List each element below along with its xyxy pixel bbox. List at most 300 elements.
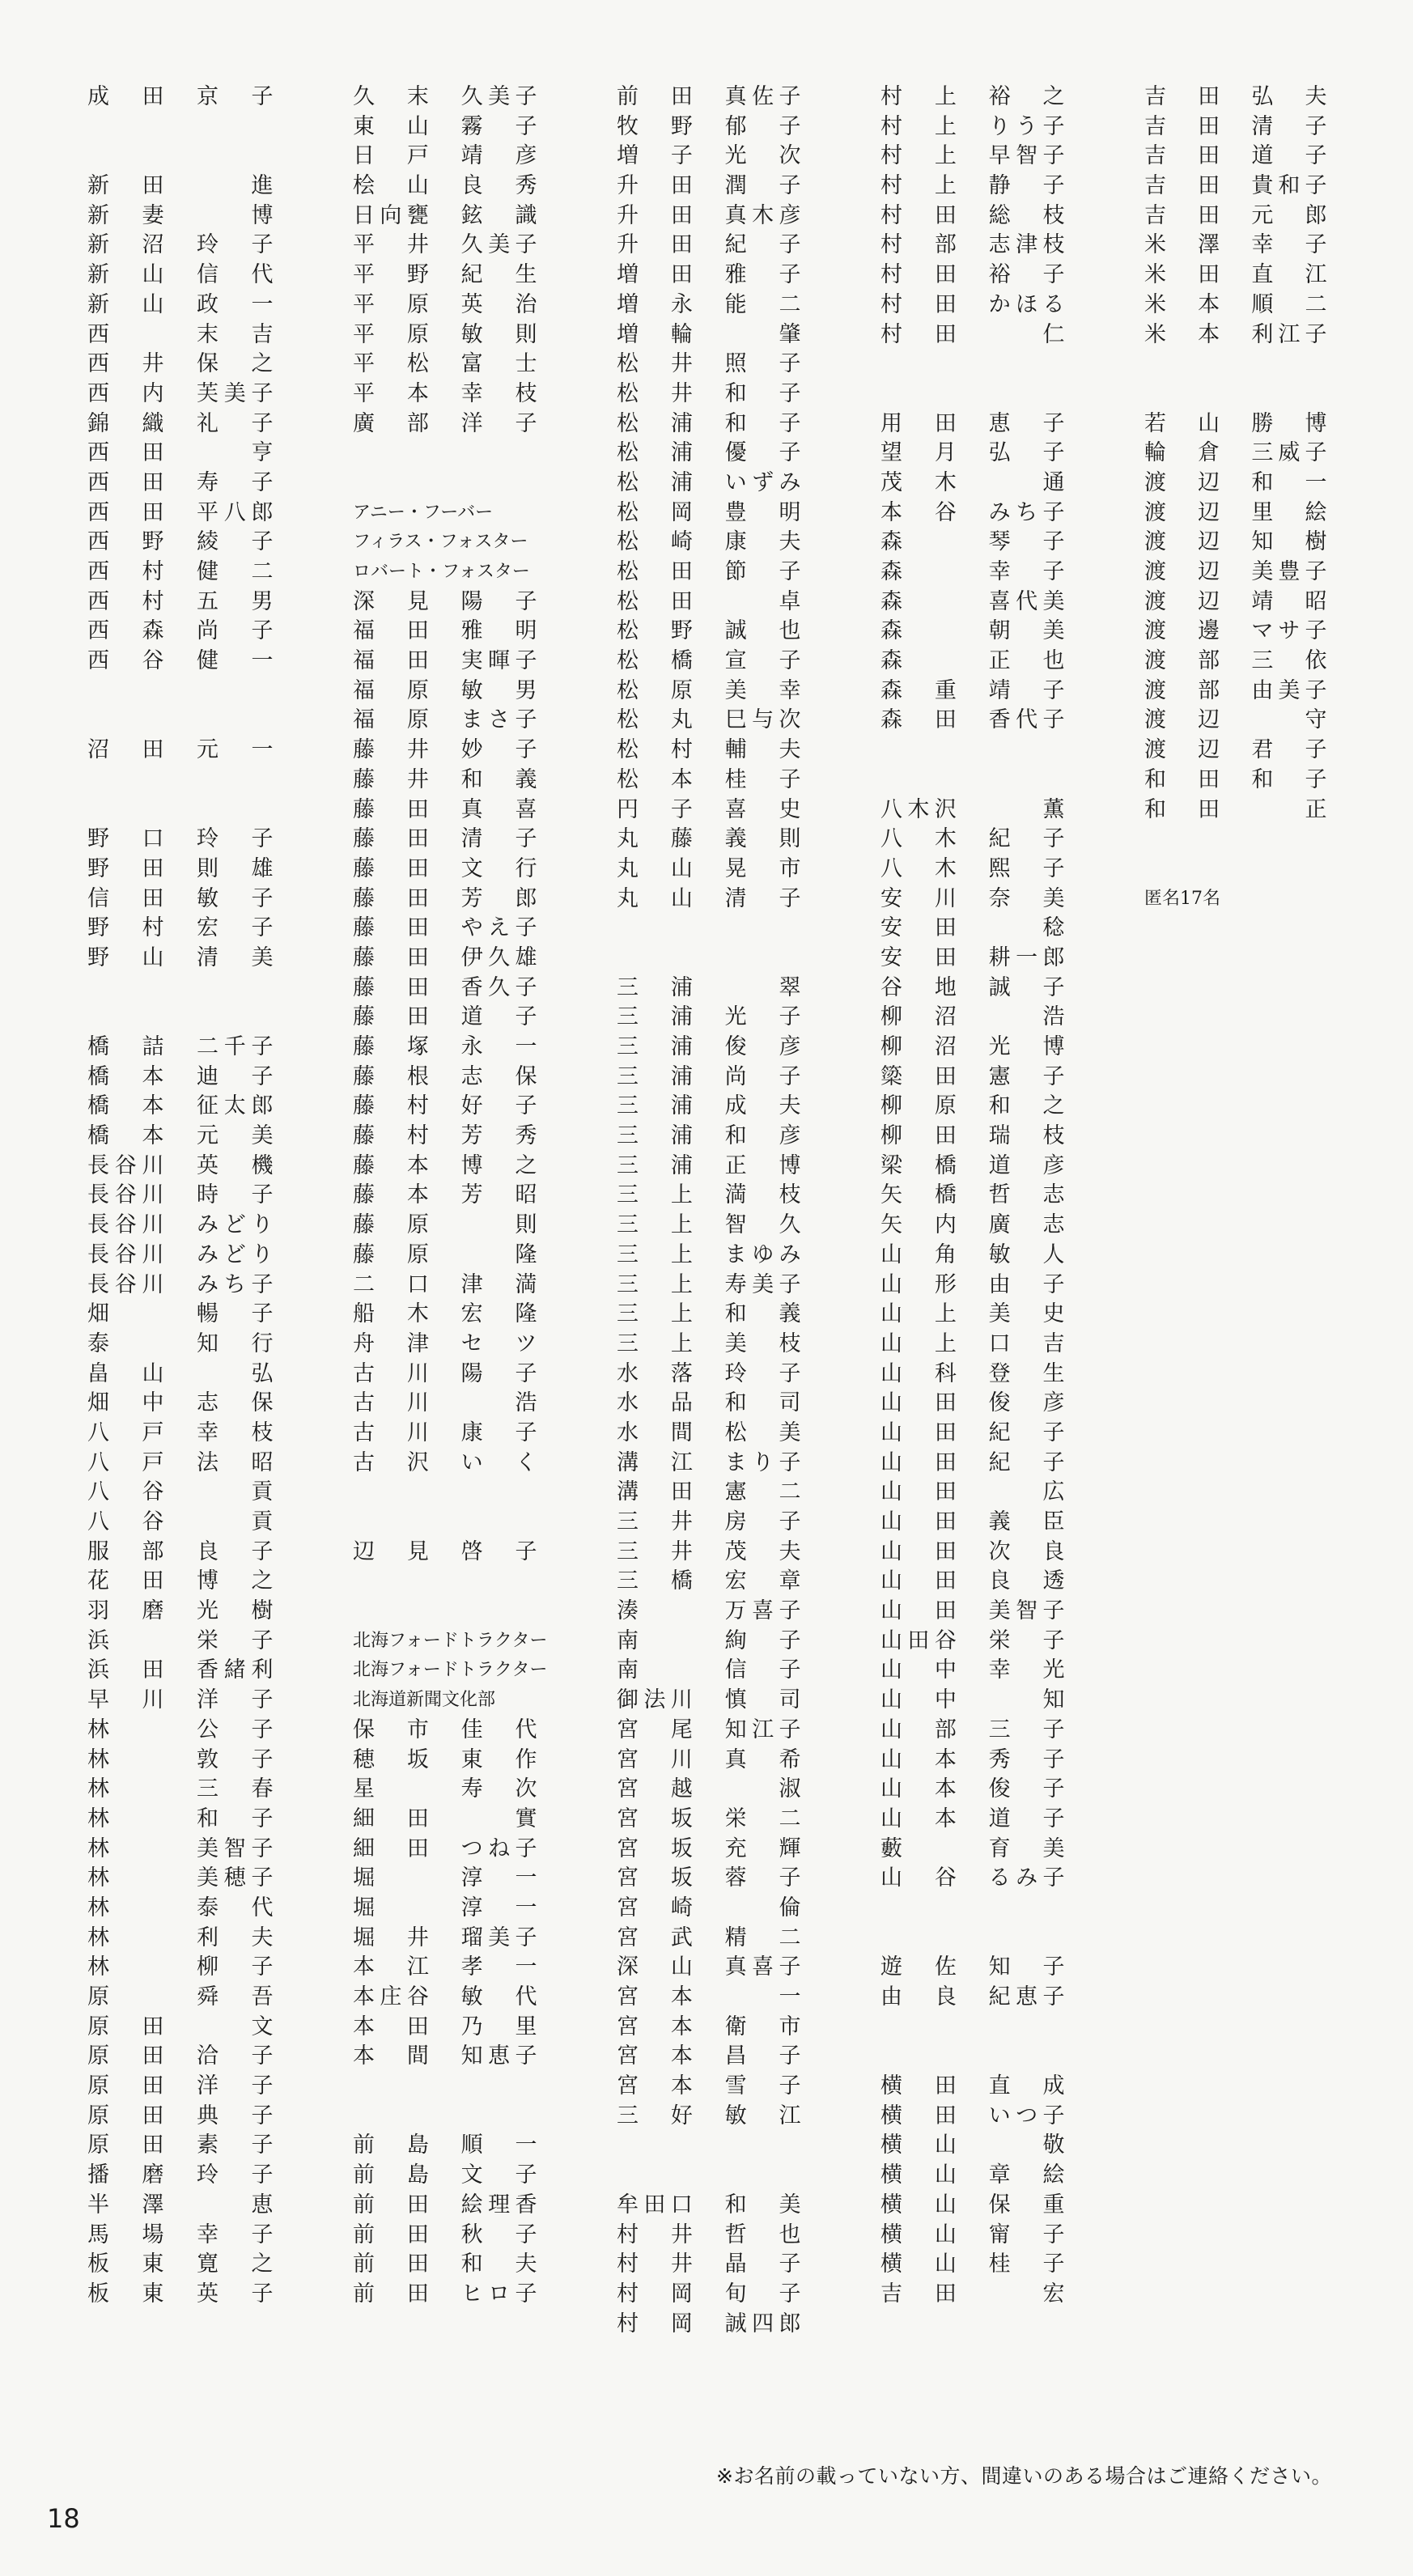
- name-entry: 船 木 宏 隆: [353, 1301, 537, 1327]
- column-spacer: [880, 2013, 1065, 2043]
- name-entry: 米 本 利江子: [1144, 321, 1327, 347]
- name-entry: 藤 田 香久子: [353, 974, 537, 1000]
- name-entry: 村 上 静 子: [880, 173, 1065, 199]
- name-entry: 宮 坂 充 輝: [617, 1835, 801, 1861]
- column-spacer: [87, 796, 274, 825]
- name-entry: 宮 本 昌 子: [617, 2043, 801, 2069]
- name-column-3: [617, 83, 801, 2339]
- name-entry: 升 田 紀 子: [617, 232, 801, 258]
- name-entry: 三 上 美 枝: [617, 1330, 801, 1356]
- name-entry: 山 田 紀 子: [880, 1420, 1065, 1445]
- name-entry: 村 井 晶 子: [617, 2251, 801, 2277]
- name-entry: 山 田 俊 彦: [880, 1390, 1065, 1416]
- name-entry: 吉 田 弘 夫: [1144, 84, 1327, 109]
- name-entry: 林 和 子: [87, 1806, 274, 1831]
- name-entry: 宮 本 衛 市: [617, 2014, 801, 2039]
- name-entry: 平 松 富 士: [353, 351, 537, 377]
- name-entry: 林 公 子: [87, 1717, 274, 1742]
- column-spacer: [880, 736, 1065, 766]
- name-entry: 西 内 芙美子: [87, 380, 274, 406]
- name-entry: 三 浦 俊 彦: [617, 1034, 801, 1059]
- name-entry: 福 田 実暉子: [353, 648, 537, 674]
- name-entry: 藤 田 伊久雄: [353, 944, 537, 970]
- name-entry: 細 田 實: [353, 1806, 537, 1831]
- name-entry: 三 浦 正 博: [617, 1152, 801, 1178]
- name-entry: 横 山 章 絵: [880, 2162, 1065, 2188]
- name-entry: 林 泰 代: [87, 1895, 274, 1920]
- column-spacer: [353, 2072, 537, 2102]
- name-entry: 安 田 稔: [880, 915, 1065, 941]
- column-spacer: [87, 112, 274, 142]
- name-entry: 藤 塚 永 一: [353, 1034, 537, 1059]
- name-entry: 深 見 陽 子: [353, 588, 537, 614]
- name-entry: 松 村 輔 夫: [617, 737, 801, 763]
- name-entry: 本 田 乃 里: [353, 2014, 537, 2039]
- name-entry: 宮 川 真 希: [617, 1746, 801, 1772]
- name-entry: 林 三 春: [87, 1776, 274, 1802]
- name-entry: 野 村 宏 子: [87, 915, 274, 941]
- name-column-5: [1144, 83, 1327, 914]
- name-entry: 本 江 孝 一: [353, 1954, 537, 1980]
- name-entry: 長谷川 英 機: [87, 1152, 274, 1178]
- name-entry: 西 田 亨: [87, 440, 274, 466]
- name-entry: 山 田 紀 子: [880, 1449, 1065, 1475]
- name-entry: 村 岡 誠四郎: [617, 2311, 801, 2336]
- name-entry: 村 上 りう子: [880, 113, 1065, 139]
- name-entry: 西 谷 健 一: [87, 648, 274, 674]
- name-entry: 西 村 五 男: [87, 588, 274, 614]
- name-entry: 西 村 健 二: [87, 559, 274, 584]
- column-spacer: [1144, 825, 1327, 855]
- name-entry: 溝 江 まり子: [617, 1449, 801, 1475]
- name-entry: 舟 津 セ ツ: [353, 1330, 537, 1356]
- name-entry: 藤 田 文 行: [353, 855, 537, 881]
- name-entry: 山 田 美智子: [880, 1598, 1065, 1624]
- name-entry: 平 原 敏 則: [353, 321, 537, 347]
- name-entry: 湊 万喜子: [617, 1598, 801, 1624]
- name-entry: 藤 原 則: [353, 1212, 537, 1238]
- column-spacer: [87, 706, 274, 736]
- name-entry: 三 上 満 枝: [617, 1182, 801, 1208]
- name-entry: 村 上 早智子: [880, 143, 1065, 169]
- name-entry: 吉 田 元 郎: [1144, 202, 1327, 228]
- name-entry: 堀 淳 一: [353, 1895, 537, 1920]
- name-entry: 日向甕 鉉 識: [353, 202, 537, 228]
- column-spacer: [617, 2131, 801, 2161]
- name-entry: 長谷川 時 子: [87, 1182, 274, 1208]
- name-entry: 原 田 素 子: [87, 2133, 274, 2158]
- name-entry: 八 戸 法 昭: [87, 1449, 274, 1475]
- name-entry: 林 美穂子: [87, 1865, 274, 1891]
- name-entry: 山 本 道 子: [880, 1806, 1065, 1831]
- name-entry: ロバート・フォスター: [353, 562, 530, 582]
- column-spacer: [87, 974, 274, 1004]
- name-entry: 米 田 直 江: [1144, 262, 1327, 288]
- name-entry: 由 良 紀恵子: [880, 1984, 1065, 2009]
- name-entry: 山田谷 栄 子: [880, 1628, 1065, 1653]
- name-entry: 吉 田 清 子: [1144, 113, 1327, 139]
- name-entry: 増 子 光 次: [617, 143, 801, 169]
- name-entry: 泰 知 行: [87, 1330, 274, 1356]
- name-entry: 山 本 俊 子: [880, 1776, 1065, 1802]
- name-entry: 水 品 和 司: [617, 1390, 801, 1416]
- name-entry: 藤 井 妙 子: [353, 737, 537, 763]
- name-entry: 三 橋 宏 章: [617, 1568, 801, 1594]
- column-spacer: [1144, 380, 1327, 410]
- name-entry: 和 田 正: [1144, 796, 1327, 822]
- name-entry: 古 川 浩: [353, 1390, 537, 1416]
- name-entry: 南 絢 子: [617, 1628, 801, 1653]
- name-entry: 升 田 真木彦: [617, 202, 801, 228]
- name-entry: 播 磨 玲 子: [87, 2162, 274, 2188]
- name-entry: 本 間 知恵子: [353, 2043, 537, 2069]
- name-entry: 古 川 康 子: [353, 1420, 537, 1445]
- name-entry: 西 井 保 之: [87, 351, 274, 377]
- name-entry: 橋 本 元 美: [87, 1123, 274, 1149]
- name-column-4: [880, 83, 1065, 2310]
- name-entry: 橋 本 征太郎: [87, 1093, 274, 1119]
- name-entry: 平 井 久美子: [353, 232, 537, 258]
- name-entry: 畠 山 弘: [87, 1360, 274, 1386]
- name-entry: 保 市 佳 代: [353, 1717, 537, 1742]
- name-entry: 森 朝 美: [880, 618, 1065, 644]
- name-entry: 林 美智子: [87, 1835, 274, 1861]
- name-entry: 桧 山 良 秀: [353, 173, 537, 199]
- name-entry: 野 口 玲 子: [87, 826, 274, 852]
- name-entry: 横 山 敬: [880, 2133, 1065, 2158]
- name-entry: 花 田 博 之: [87, 1568, 274, 1594]
- name-entry: 原 田 洽 子: [87, 2043, 274, 2069]
- column-spacer: [880, 766, 1065, 796]
- name-entry: 原 田 典 子: [87, 2103, 274, 2128]
- name-entry: 林 柳 子: [87, 1954, 274, 1980]
- name-entry: 前 田 和 夫: [353, 2251, 537, 2277]
- name-entry: 三 上 寿美子: [617, 1271, 801, 1297]
- name-entry: 山 田 良 透: [880, 1568, 1065, 1594]
- name-entry: 新 田 進: [87, 173, 274, 199]
- name-entry: 森 正 也: [880, 648, 1065, 674]
- name-entry: 古 川 陽 子: [353, 1360, 537, 1386]
- name-entry: 宮 坂 蓉 子: [617, 1865, 801, 1891]
- name-entry: 藤 田 真 喜: [353, 796, 537, 822]
- name-entry: 長谷川 みどり: [87, 1212, 274, 1238]
- column-spacer: [353, 2102, 537, 2132]
- name-entry: 早 川 洋 子: [87, 1687, 274, 1713]
- name-entry: 西 末 吉: [87, 321, 274, 347]
- name-entry: 八 谷 貢: [87, 1479, 274, 1505]
- name-entry: 深 山 真喜子: [617, 1954, 801, 1980]
- name-entry: 藤 村 芳 秀: [353, 1123, 537, 1149]
- name-column-2: [353, 83, 548, 2310]
- name-entry: 茂 木 通: [880, 469, 1065, 495]
- name-entry: 吉 田 貴和子: [1144, 173, 1327, 199]
- name-entry: 渡 部 由美子: [1144, 677, 1327, 703]
- name-entry: 宮 坂 栄 二: [617, 1806, 801, 1831]
- name-entry: 林 敦 子: [87, 1746, 274, 1772]
- name-entry: 山 部 三 子: [880, 1717, 1065, 1742]
- name-entry: 松 崎 康 夫: [617, 529, 801, 555]
- name-entry: 平 野 紀 生: [353, 262, 537, 288]
- name-entry: 宮 崎 倫: [617, 1895, 801, 1920]
- name-entry: 渡 邊 マサ子: [1144, 618, 1327, 644]
- name-entry: 三 上 智 久: [617, 1212, 801, 1238]
- name-entry: 東 山 霧 子: [353, 113, 537, 139]
- name-entry: 錦 織 礼 子: [87, 410, 274, 436]
- name-entry: 匿名17名: [1144, 888, 1220, 909]
- name-entry: 森 幸 子: [880, 559, 1065, 584]
- name-entry: 野 田 則 雄: [87, 855, 274, 881]
- name-entry: 丸 藤 義 則: [617, 826, 801, 852]
- name-entry: 三 上 まゆみ: [617, 1241, 801, 1267]
- name-entry: 村 田 裕 子: [880, 262, 1065, 288]
- name-entry: 福 原 敏 男: [353, 677, 537, 703]
- name-entry: 横 山 甯 子: [880, 2222, 1065, 2247]
- name-entry: 松 浦 和 子: [617, 410, 801, 436]
- name-entry: 輪 倉 三威子: [1144, 440, 1327, 466]
- name-entry: 藤 田 芳 郎: [353, 885, 537, 911]
- name-entry: 西 田 寿 子: [87, 469, 274, 495]
- name-entry: 藤 田 やえ子: [353, 915, 537, 941]
- column-spacer: [880, 380, 1065, 410]
- name-entry: 西 野 綾 子: [87, 529, 274, 555]
- name-entry: 渡 部 三 依: [1144, 648, 1327, 674]
- name-entry: 野 山 清 美: [87, 944, 274, 970]
- name-entry: 新 山 信 代: [87, 262, 274, 288]
- name-entry: 半 澤 恵: [87, 2192, 274, 2217]
- name-entry: 服 部 良 子: [87, 1538, 274, 1564]
- name-entry: 三 浦 翠: [617, 974, 801, 1000]
- name-entry: 松 田 卓: [617, 588, 801, 614]
- name-entry: 久 末 久美子: [353, 84, 537, 109]
- name-entry: 米 本 順 二: [1144, 291, 1327, 317]
- name-entry: 本 谷 みち子: [880, 499, 1065, 525]
- name-entry: 山 田 義 臣: [880, 1509, 1065, 1534]
- name-entry: 藤 原 隆: [353, 1241, 537, 1267]
- name-entry: 三 好 敏 江: [617, 2103, 801, 2128]
- column-spacer: [87, 142, 274, 172]
- column-spacer: [880, 2042, 1065, 2072]
- name-entry: 宮 本 一: [617, 1984, 801, 2009]
- name-entry: 古 沢 い く: [353, 1449, 537, 1475]
- name-entry: 遊 佐 知 子: [880, 1954, 1065, 1980]
- name-entry: 畑 暢 子: [87, 1301, 274, 1327]
- column-spacer: [880, 350, 1065, 380]
- column-spacer: [617, 944, 801, 974]
- name-entry: フィラス・フォスター: [353, 532, 528, 553]
- name-entry: 森 琴 子: [880, 529, 1065, 555]
- name-entry: 丸 山 晃 市: [617, 855, 801, 881]
- name-entry: 矢 橋 哲 志: [880, 1182, 1065, 1208]
- name-entry: 山 角 敏 人: [880, 1241, 1065, 1267]
- name-entry: 新 山 政 一: [87, 291, 274, 317]
- name-entry: 村 上 裕 之: [880, 84, 1065, 109]
- name-entry: 村 田 かほる: [880, 291, 1065, 317]
- name-entry: 北海フォードトラクター: [353, 1630, 548, 1651]
- name-entry: 板 東 英 子: [87, 2281, 274, 2307]
- name-entry: 松 丸 巳与次: [617, 707, 801, 733]
- name-entry: 八 戸 幸 枝: [87, 1420, 274, 1445]
- name-entry: アニー・フーバー: [353, 502, 494, 523]
- name-entry: 横 山 保 重: [880, 2192, 1065, 2217]
- name-entry: 安 川 奈 美: [880, 885, 1065, 911]
- name-entry: 望 月 弘 子: [880, 440, 1065, 466]
- name-entry: 堀 淳 一: [353, 1865, 537, 1891]
- name-entry: 藪 育 美: [880, 1835, 1065, 1861]
- name-entry: 板 東 寛 之: [87, 2251, 274, 2277]
- name-entry: 三 上 和 義: [617, 1301, 801, 1327]
- name-entry: 三 井 房 子: [617, 1509, 801, 1534]
- name-entry: 宮 越 淑: [617, 1776, 801, 1802]
- name-entry: 山 本 秀 子: [880, 1746, 1065, 1772]
- name-entry: 三 浦 和 彦: [617, 1123, 801, 1149]
- name-entry: 吉 田 宏: [880, 2281, 1065, 2307]
- name-entry: 前 田 絵理香: [353, 2192, 537, 2217]
- name-entry: 長谷川 みどり: [87, 1241, 274, 1267]
- name-entry: 山 中 知: [880, 1687, 1065, 1713]
- name-entry: 三 井 茂 夫: [617, 1538, 801, 1564]
- name-entry: 増 永 能 二: [617, 291, 801, 317]
- column-spacer: [353, 1597, 537, 1627]
- column-spacer: [353, 1478, 537, 1508]
- name-entry: 松 浦 優 子: [617, 440, 801, 466]
- name-entry: 水 落 玲 子: [617, 1360, 801, 1386]
- name-entry: 牟田口 和 美: [617, 2192, 801, 2217]
- name-entry: 村 岡 旬 子: [617, 2281, 801, 2307]
- name-entry: 新 沼 玲 子: [87, 232, 274, 258]
- name-entry: 本庄谷 敏 代: [353, 1984, 537, 2009]
- name-entry: 松 本 桂 子: [617, 766, 801, 792]
- name-entry: 丸 山 清 子: [617, 885, 801, 911]
- name-entry: 藤 田 道 子: [353, 1004, 537, 1030]
- name-entry: 二 口 津 満: [353, 1271, 537, 1297]
- name-entry: 藤 村 好 子: [353, 1093, 537, 1119]
- name-entry: 松 井 和 子: [617, 380, 801, 406]
- name-entry: 平 原 英 治: [353, 291, 537, 317]
- column-spacer: [617, 914, 801, 944]
- name-entry: 米 澤 幸 子: [1144, 232, 1327, 258]
- name-entry: 八 木 熙 子: [880, 855, 1065, 881]
- name-entry: 森 田 香代子: [880, 707, 1065, 733]
- name-entry: 柳 沼 浩: [880, 1004, 1065, 1030]
- name-entry: 三 浦 光 子: [617, 1004, 801, 1030]
- name-entry: 宮 本 雪 子: [617, 2073, 801, 2099]
- column-spacer: [353, 439, 537, 469]
- name-entry: 渡 辺 知 樹: [1144, 529, 1327, 555]
- name-entry: 藤 井 和 義: [353, 766, 537, 792]
- column-spacer: [1144, 350, 1327, 380]
- column-spacer: [1144, 855, 1327, 885]
- name-entry: 松 橋 宣 子: [617, 648, 801, 674]
- name-entry: 吉 田 道 子: [1144, 143, 1327, 169]
- name-entry: 藤 田 清 子: [353, 826, 537, 852]
- name-entry: 信 田 敏 子: [87, 885, 274, 911]
- name-entry: 藤 本 芳 昭: [353, 1182, 537, 1208]
- name-entry: 新 妻 博: [87, 202, 274, 228]
- name-entry: 松 野 誠 也: [617, 618, 801, 644]
- name-entry: 矢 内 廣 志: [880, 1212, 1065, 1238]
- name-entry: 山 谷 るみ子: [880, 1865, 1065, 1891]
- name-entry: 平 本 幸 枝: [353, 380, 537, 406]
- name-entry: 畑 中 志 保: [87, 1390, 274, 1416]
- name-entry: 柳 田 瑞 枝: [880, 1123, 1065, 1149]
- name-entry: 増 田 雅 子: [617, 262, 801, 288]
- name-entry: 山 上 美 史: [880, 1301, 1065, 1327]
- name-entry: 宮 尾 知江子: [617, 1717, 801, 1742]
- column-spacer: [880, 1894, 1065, 1924]
- name-entry: 梁 橋 道 彦: [880, 1152, 1065, 1178]
- name-entry: 渡 辺 靖 昭: [1144, 588, 1327, 614]
- name-entry: 安 田 耕一郎: [880, 944, 1065, 970]
- name-entry: 藤 本 博 之: [353, 1152, 537, 1178]
- name-entry: 前 田 秋 子: [353, 2222, 537, 2247]
- name-entry: 御法川 慎 司: [617, 1687, 801, 1713]
- name-entry: 南 信 子: [617, 1657, 801, 1683]
- name-entry: 細 田 つね子: [353, 1835, 537, 1861]
- name-entry: 成 田 京 子: [87, 84, 274, 109]
- column-spacer: [353, 1508, 537, 1538]
- name-entry: 沼 田 元 一: [87, 737, 274, 763]
- name-entry: 福 原 まさ子: [353, 707, 537, 733]
- name-entry: 八木沢 薫: [880, 796, 1065, 822]
- name-entry: 松 浦 いずみ: [617, 469, 801, 495]
- name-entry: 羽 磨 光 樹: [87, 1598, 274, 1624]
- name-entry: 前 島 文 子: [353, 2162, 537, 2188]
- name-entry: 松 原 美 幸: [617, 677, 801, 703]
- name-entry: 渡 辺 里 絵: [1144, 499, 1327, 525]
- name-entry: 西 田 平八郎: [87, 499, 274, 525]
- name-entry: 長谷川 みち子: [87, 1271, 274, 1297]
- name-entry: 浜 田 香緒利: [87, 1657, 274, 1683]
- name-entry: 福 田 雅 明: [353, 618, 537, 644]
- name-entry: 橋 詰 二千子: [87, 1034, 274, 1059]
- name-entry: 馬 場 幸 子: [87, 2222, 274, 2247]
- column-spacer: [617, 2161, 801, 2191]
- name-entry: 森 喜代美: [880, 588, 1065, 614]
- name-entry: 八 谷 貢: [87, 1509, 274, 1534]
- contact-footnote: ※お名前の載っていない方、間違いのある場合はご連絡ください。: [716, 2464, 1332, 2488]
- name-entry: 三 浦 尚 子: [617, 1063, 801, 1089]
- name-entry: 村 井 哲 也: [617, 2222, 801, 2247]
- column-spacer: [87, 766, 274, 796]
- name-entry: 穂 坂 東 作: [353, 1746, 537, 1772]
- column-spacer: [880, 1924, 1065, 1954]
- name-entry: 原 田 洋 子: [87, 2073, 274, 2099]
- name-entry: 山 科 登 生: [880, 1360, 1065, 1386]
- name-entry: 星 寿 次: [353, 1776, 537, 1802]
- name-entry: 村 田 総 枝: [880, 202, 1065, 228]
- name-entry: 前 田 ヒロ子: [353, 2281, 537, 2307]
- name-entry: 宮 武 精 二: [617, 1925, 801, 1950]
- name-entry: 山 田 広: [880, 1479, 1065, 1505]
- name-entry: 前 田 真佐子: [617, 84, 801, 109]
- name-entry: 谷 地 誠 子: [880, 974, 1065, 1000]
- name-entry: 原 舜 吾: [87, 1984, 274, 2009]
- name-entry: 浜 栄 子: [87, 1628, 274, 1653]
- name-entry: 廣 部 洋 子: [353, 410, 537, 436]
- column-spacer: [87, 677, 274, 707]
- name-entry: 山 上 口 吉: [880, 1330, 1065, 1356]
- name-entry: 山 田 次 良: [880, 1538, 1065, 1564]
- name-entry: 日 戸 靖 彦: [353, 143, 537, 169]
- name-entry: 渡 辺 守: [1144, 707, 1327, 733]
- name-entry: 辺 見 啓 子: [353, 1538, 537, 1564]
- name-entry: 増 輪 肇: [617, 321, 801, 347]
- page-number: 18: [47, 2503, 80, 2534]
- name-entry: 渡 辺 君 子: [1144, 737, 1327, 763]
- name-entry: 松 岡 豊 明: [617, 499, 801, 525]
- name-entry: 柳 原 和 之: [880, 1093, 1065, 1119]
- name-entry: 升 田 潤 子: [617, 173, 801, 199]
